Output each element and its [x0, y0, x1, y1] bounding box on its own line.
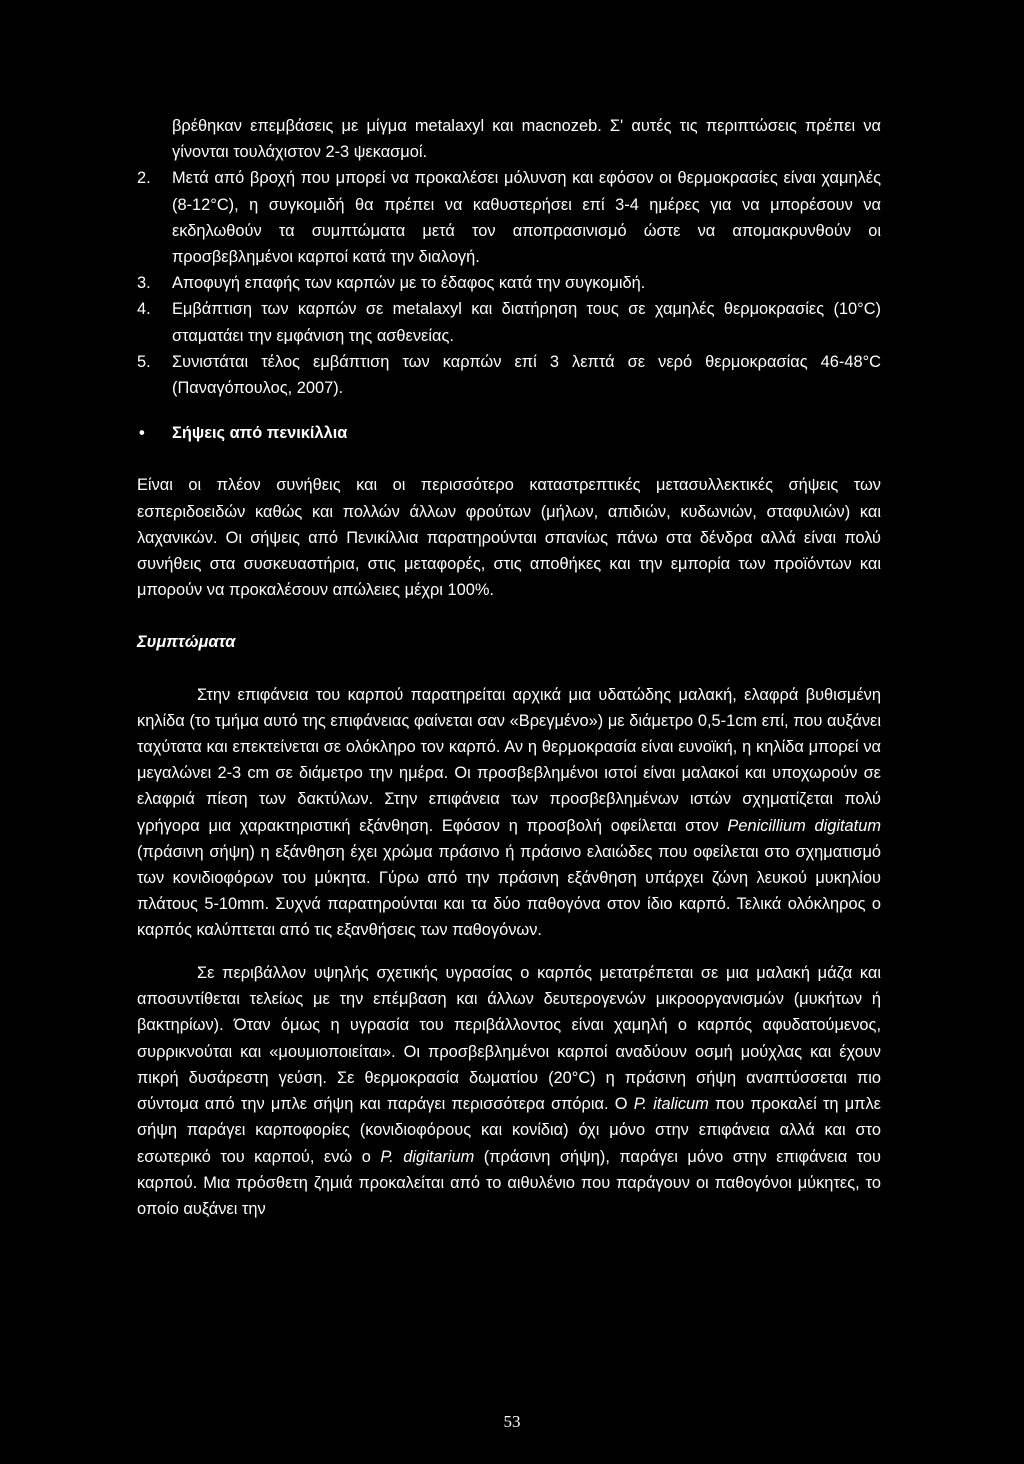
- text-run: Σε περιβάλλον υψηλής σχετικής υγρασίας ο καρπός μετατρέπεται σε μια μαλακή μάζα και αποσυντίθεται τελείως με την επέμβαση και άλλων δευτερογενών μικροοργανισμών (μυκήτων ή βακτηρίων). Όταν όμως η υγρασία του περιβάλλοντος είναι χαμηλή ο καρπός αφυδατούμενος, συρρικνούται και «μουμιοποιείται». Οι προσβεβλημένοι καρποί αναδύουν οσμή μούχλας και έχουν πικρή δυσάρεστη γεύση. Σε θερμοκρασία δωματίου (20°C) η πράσινη σήψη αναπτύσσεται πιο σύντομα από την μπλε σήψη και παράγει περισσότερα σπόρια. Ο: [137, 964, 881, 1114]
- text-run: Στην επιφάνεια του καρπού παρατηρείται αρχικά μια υδατώδης μαλακή, ελαφρά βυθισμένη κηλίδα (το τμήμα αυτό της επιφάνειας φαίνεται σαν «Βρεγμένο») με διάμετρο 0,5-1cm επί, που αυξάνει ταχύτατα και επεκτείνεται σε ολόκληρο τον καρπό. Αν η θερμοκρασία είναι ευνοϊκή, η κηλίδα μπορεί να μεγαλώνει 2-3 cm σε διάμετρο την ημέρα. Οι προσβεβλημένοι ιστοί είναι μαλακοί και υποχωρούν σε ελαφριά πίεση των δακτύλων. Στην επιφάνεια των προσβεβλημένων ιστών σχηματίζεται πολύ γρήγορα μια χαρακτηριστική εξάνθηση. Εφόσον η προσβολή οφείλεται στον: [137, 685, 881, 835]
- section-heading: [137, 420, 881, 446]
- list-item: [137, 349, 881, 401]
- list-item-number: 3.: [137, 274, 151, 293]
- intro-paragraph: Είναι οι πλέον συνήθεις και οι περισσότερο καταστρεπτικές μετασυλλεκτικές σήψεις των εσπεριδοειδών καθώς και πολλών άλλων φρούτων (μήλων, απιδιών, κυδωνιών, σταφυλιών) και λαχανικών. Οι σήψεις από Πενικίλλια παρατηρούνται σπανίως πάνω στα δένδρα αλλά είναι πολύ συνήθεις στα συσκευαστήρια, στις μεταφορές, στις αποθήκες και την εμπορία των προϊόντων και μπορούν να προκαλέσουν απώλειες μέχρι 100%.: [137, 476, 881, 600]
- list-item-text: Εμβάπτιση των καρπών σε metalaxyl και διατήρηση τους σε χαμηλές θερμοκρασίες (10°C) σταματάει την εμφάνιση της ασθενείας.: [172, 300, 881, 345]
- species-name: Penicillium digitatum: [727, 816, 881, 835]
- list-item-number: 4.: [137, 300, 151, 319]
- text-run: (πράσινη σήψη) η εξάνθηση έχει χρώμα πράσινο ή πράσινο ελαιώδες που οφείλεται στο σχηματισμό των κονιδιοφόρων του μύκητα. Γύρω από την πράσινη εξάνθηση υπάρχει ζώνη λευκού μυκηλίου πλάτους 5-10mm. Συχνά παρατηρούνται και τα δύο παθογόνα στον ίδιο καρπό. Τελικά ολόκληρος ο καρπός καλύπτεται από τις εξανθήσεις των παθογόνων.: [137, 842, 881, 940]
- list-item-text: Συνιστάται τέλος εμβάπτιση των καρπών επί 3 λεπτά σε νερό θερμοκρασίας 46-48°C (Παναγόπουλος, 2007).: [172, 352, 881, 398]
- bullet-icon: •: [139, 424, 145, 443]
- list-item-number: 5.: [137, 352, 151, 371]
- list-item-number: 2.: [137, 169, 151, 188]
- page-content: [137, 113, 881, 1222]
- page-number: 53: [503, 1412, 521, 1431]
- text-run: (πράσινη σήψη), παράγει μόνο στην επιφάνεια του καρπού. Μια πρόσθετη ζημιά προκαλείται από το αιθυλένιο που παράγουν οι παθογόνοι μύκητες, το οποίο αυξάνει την: [137, 1147, 881, 1218]
- list-item-text: Μετά από βροχή που μπορεί να προκαλέσει μόλυνση και εφόσον οι θερμοκρασίες είναι χαμηλές (8-12°C), η συγκομιδή θα πρέπει να καθυστερήσει επί 3-4 ημέρες για να μπορέσουν να εκδηλωθούν τα συμπτώματα μετά τον αποπρασινισμό ώστε να απομακρυνθούν οι προσβεβλημένοι καρποί κατά την διαλογή.: [172, 169, 881, 267]
- symptoms-paragraph-1: [137, 682, 881, 944]
- list-item-text: Αποφυγή επαφής των καρπών με το έδαφος κατά την συγκομιδή.: [172, 274, 646, 293]
- section-heading-text: Σήψεις από πενικίλλια: [172, 424, 348, 443]
- subsection-title: Συμπτώματα: [137, 633, 236, 652]
- list-item: [137, 165, 881, 270]
- continued-paragraph: βρέθηκαν επεμβάσεις με μίγμα metalaxyl και macnozeb. Σ' αυτές τις περιπτώσεις πρέπει να γίνονται τουλάχιστον 2-3 ψεκασμοί.: [172, 117, 881, 162]
- list-item: [137, 270, 881, 296]
- text-run: που προκαλεί τη μπλε σήψη παράγει καρποφορίες (κονιδιοφόρους και κονίδια) όχι μόνο στην επιφάνεια αλλά και στο εσωτερικό του καρπού, ενώ ο: [137, 1095, 881, 1166]
- symptoms-paragraph-2: [137, 960, 881, 1222]
- species-name: P. digitarium: [380, 1147, 475, 1166]
- species-name: P. italicum: [633, 1095, 709, 1114]
- list-item: [137, 296, 881, 348]
